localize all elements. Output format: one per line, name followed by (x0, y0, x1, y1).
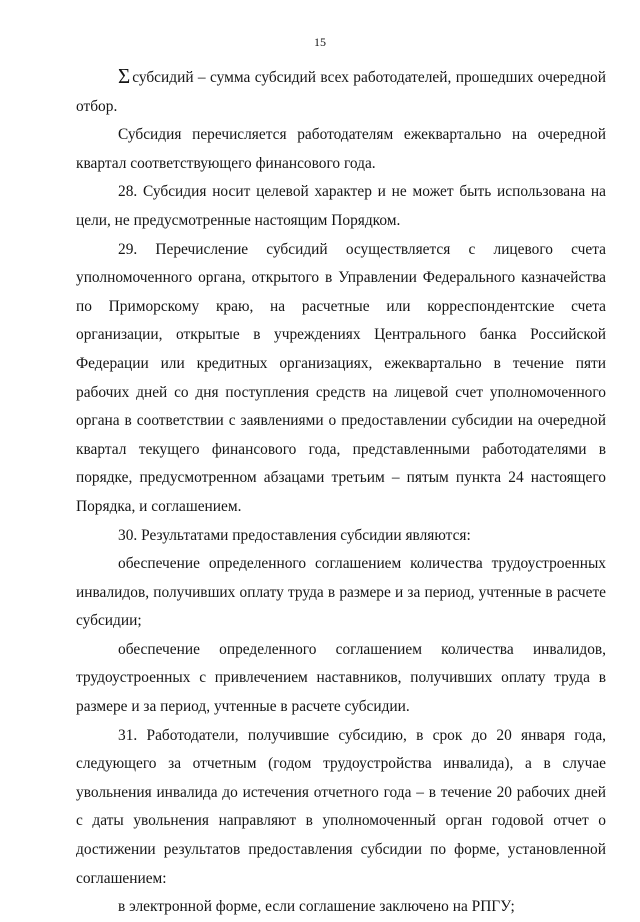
paragraph-text: субсидий – сумма субсидий всех работодателей, прошедших очередной отбор. (76, 69, 606, 115)
paragraph-30: 30. Результатами предоставления субсидии являются: (118, 526, 471, 544)
document-body (76, 64, 606, 922)
paragraph-28: 28. Субсидия носит целевой характер и не может быть использована на цели, не предусмотренные настоящим Порядком. (76, 183, 606, 229)
paragraph-electronic-form: в электронной форме, если соглашение заключено на РПГУ; (118, 898, 515, 916)
paragraph-result-2: обеспечение определенного соглашением количества инвалидов, трудоустроенных с привлечением наставников, получивших оплату труда в размере и за период, учтенные в расчете субсидии. (76, 640, 606, 716)
paragraph-29: 29. Перечисление субсидий осуществляется с лицевого счета уполномоченного органа, открытого в Управлении Федерального казначейства по Приморскому краю, на расчетные или корреспондентские счета организации, открытые в учреждениях Центрального банка Российской Федерации или кредитных организациях, ежеквартально в течение пяти рабочих дней со дня поступления средств на лицевой счет уполномоченного органа в соответствии с заявлениями о предоставлении субсидии на очередной квартал текущего финансового года, представленными работодателями в порядке, предусмотренном абзацами третьим – пятым пункта 24 настоящего Порядка, и соглашением. (76, 240, 606, 515)
page-number: 15 (314, 35, 326, 49)
paragraph-31: 31. Работодатели, получившие субсидию, в срок до 20 января года, следующего за отчетным (годом трудоустройства инвалида), а в случае увольнения инвалида до истечения отчетного года – в течение 20 рабочих дней с даты увольнения направляют в уполномоченный орган годовой отчет о достижении результатов предоставления субсидии по форме, установленной соглашением: (76, 726, 606, 887)
paragraph-quarterly-transfer: Субсидия перечисляется работодателям ежеквартально на очередной квартал соответствующего финансового года. (76, 126, 606, 172)
sigma-symbol: Σ (118, 64, 131, 88)
paragraph-result-1: обеспечение определенного соглашением количества трудоустроенных инвалидов, получивших оплату труда в размере и за период, учтенные в расчете субсидии; (76, 555, 606, 630)
paragraph-sigma-definition (76, 64, 606, 121)
